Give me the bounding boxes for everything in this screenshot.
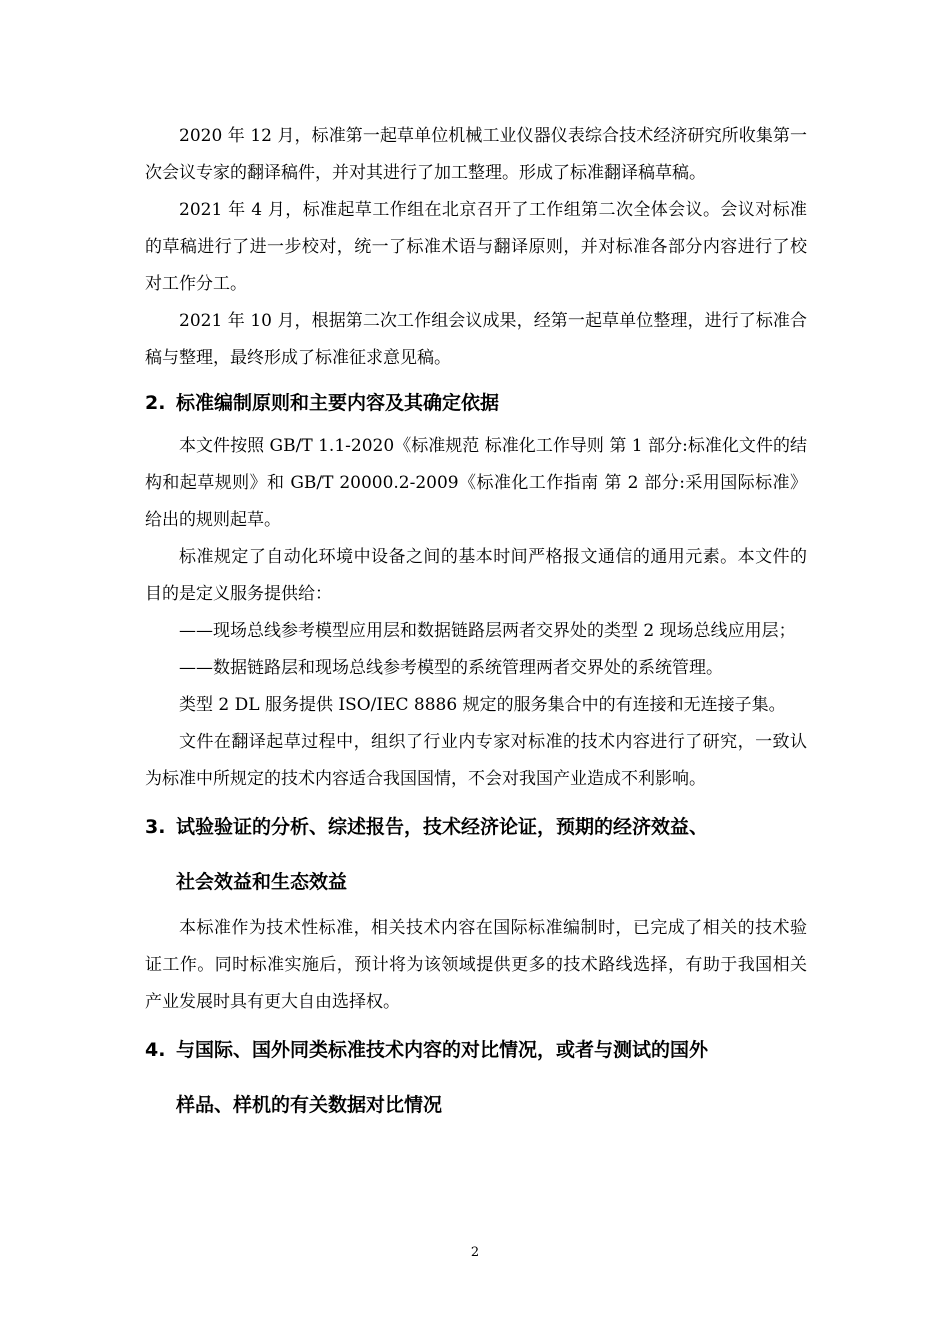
- section-title: 标准编制原则和主要内容及其确定依据: [176, 392, 500, 414]
- section-number: 3.: [145, 816, 166, 838]
- paragraph: 2020 年 12 月，标准第一起草单位机械工业仪器仪表综合技术经济研究所收集第一次会议专家的翻译稿件，并对其进行了加工整理。形成了标准翻译稿草稿。: [145, 126, 807, 183]
- section-3-heading: [145, 800, 807, 910]
- section-number: 2.: [145, 392, 166, 414]
- section-title-line-1: 与国际、国外同类标准技术内容的对比情况，或者与测试的国外: [176, 1039, 709, 1061]
- paragraph: 文件在翻译起草过程中，组织了行业内专家对标准的技术内容进行了研究，一致认为标准中所规定的技术内容适合我国国情，不会对我国产业造成不利影响。: [145, 732, 807, 789]
- page-number: 2: [470, 1245, 480, 1260]
- paragraph: 标准规定了自动化环境中设备之间的基本时间严格报文通信的通用元素。本文件的目的是定义服务提供给：: [145, 547, 807, 604]
- section-number: 4.: [145, 1039, 166, 1061]
- section-title-line-1: 试验验证的分析、综述报告，技术经济论证，预期的经济效益、: [176, 816, 709, 838]
- section-2-heading: [145, 379, 807, 427]
- paragraph: 类型 2 DL 服务提供 ISO/IEC 8886 规定的服务集合中的有连接和无连接子集。: [179, 695, 786, 715]
- section-title-line-2: 样品、样机的有关数据对比情况: [176, 1094, 443, 1116]
- paragraph: 2021 年 10 月，根据第二次工作组会议成果，经第一起草单位整理，进行了标准合稿与整理，最终形成了标准征求意见稿。: [145, 311, 807, 368]
- paragraph: ——现场总线参考模型应用层和数据链路层两者交界处的类型 2 现场总线应用层；: [179, 621, 796, 641]
- paragraph: 本文件按照 GB/T 1.1-2020《标准规范 标准化工作导则 第 1 部分:标准化文件的结构和起草规则》和 GB/T 20000.2-2009《标准化工作指南 第 2 部分:采用国际标准》给出的规则起草。: [145, 436, 807, 530]
- paragraph: 本标准作为技术性标准，相关技术内容在国际标准编制时，已完成了相关的技术验证工作。同时标准实施后，预计将为该领域提供更多的技术路线选择，有助于我国相关产业发展时具有更大自由选择权。: [145, 918, 807, 1012]
- section-title-line-2: 社会效益和生态效益: [176, 871, 348, 893]
- paragraph: 2021 年 4 月，标准起草工作组在北京召开了工作组第二次全体会议。会议对标准的草稿进行了进一步校对，统一了标准术语与翻译原则，并对标准各部分内容进行了校对工作分工。: [145, 200, 807, 294]
- paragraph: ——数据链路层和现场总线参考模型的系统管理两者交界处的系统管理。: [179, 658, 723, 678]
- document-body: [145, 118, 807, 1133]
- section-4-heading: [145, 1023, 807, 1133]
